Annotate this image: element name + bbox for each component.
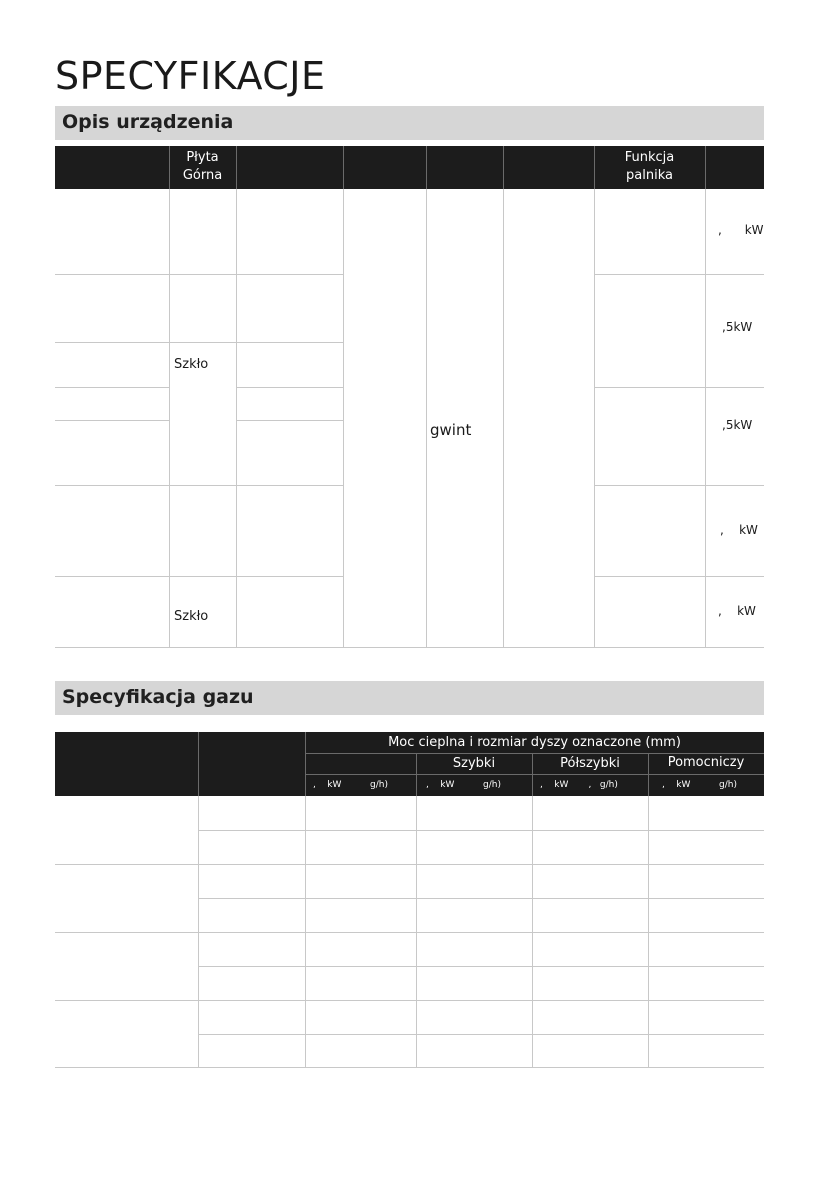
unit-label-2: , kW g/h): [426, 780, 501, 790]
burner-power-5: , kW: [718, 604, 756, 618]
header-auxiliary: Pomocniczy: [667, 755, 745, 770]
section-title: Opis urządzenia: [62, 111, 234, 133]
page-title: SPECYFIKACJE: [55, 54, 326, 98]
section-title: Specyfikacja gazu: [62, 686, 254, 708]
burner-power-1: , kW: [718, 223, 764, 237]
unit-label-1: , kW g/h): [313, 780, 388, 790]
header-burner-function: Funkcja palnika: [624, 150, 675, 183]
header-top-plate: Płyta Górna: [182, 150, 223, 183]
burner-power-3: ,5kW: [722, 418, 753, 432]
header-rapid: Szybki: [452, 756, 496, 771]
burner-power-4: , kW: [720, 523, 758, 537]
unit-label-3: , kW , g/h): [540, 780, 618, 790]
burner-power-2: ,5kW: [722, 320, 753, 334]
section-header-device-description: [55, 106, 764, 140]
section-header-gas-specification: [55, 681, 764, 715]
thread-label: gwint: [430, 421, 472, 439]
unit-label-4: , kW g/h): [662, 780, 737, 790]
top-plate-glass-2: Szkło: [174, 609, 209, 624]
header-semi-rapid: Półszybki: [560, 756, 620, 771]
top-plate-glass-1: Szkło: [174, 357, 209, 372]
header-heat-output-nozzle: Moc cieplna i rozmiar dyszy oznaczone (mm): [388, 735, 681, 750]
